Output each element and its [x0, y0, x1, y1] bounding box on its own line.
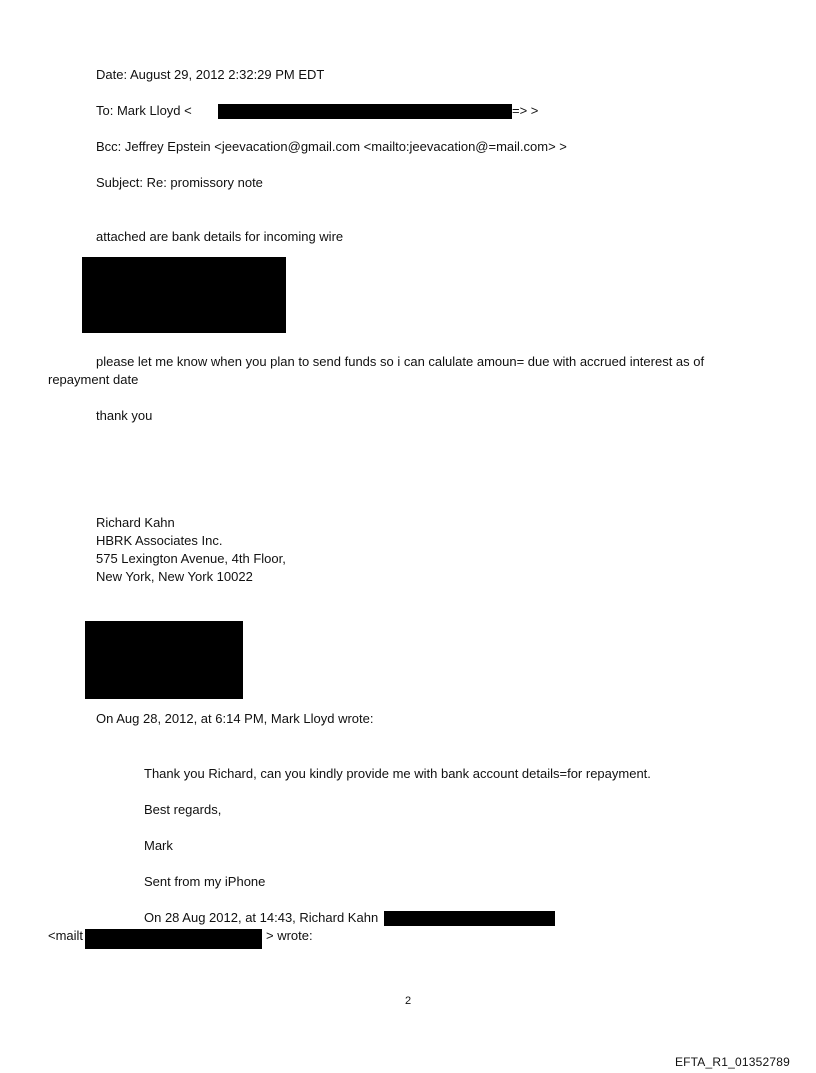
body-line-funds-cont: repayment date	[48, 372, 139, 387]
quoted-regards: Best regards,	[144, 802, 222, 817]
bcc-line: Bcc: Jeffrey Epstein <jeevacation@gmail.com <mailto:jeevacation@=mail.com> >	[96, 139, 567, 154]
to-line-prefix: To: Mark Lloyd <	[96, 103, 192, 118]
quoted-device: Sent from my iPhone	[144, 874, 266, 889]
redaction-nested-mailto	[85, 929, 262, 949]
signature-name: Richard Kahn	[96, 515, 175, 530]
quoted-attribution: On Aug 28, 2012, at 6:14 PM, Mark Lloyd wrote:	[96, 711, 374, 726]
nested-attribution: On 28 Aug 2012, at 14:43, Richard Kahn	[144, 910, 379, 925]
redaction-to-email	[218, 104, 512, 119]
to-line-suffix: => >	[512, 103, 539, 118]
redaction-bank-details	[82, 257, 286, 333]
quoted-sender: Mark	[144, 838, 173, 853]
signature-address-line1: 575 Lexington Avenue, 4th Floor,	[96, 551, 286, 566]
document-id: EFTA_R1_01352789	[674, 1055, 790, 1069]
signature-address-line2: New York, New York 10022	[96, 569, 253, 584]
nested-wrote: > wrote:	[266, 928, 313, 943]
subject-line: Subject: Re: promissory note	[96, 175, 263, 190]
body-line-attached: attached are bank details for incoming wire	[96, 229, 344, 244]
body-line-thanks: thank you	[96, 408, 153, 423]
quoted-body: Thank you Richard, can you kindly provide me with bank account details=for repayment.	[144, 766, 651, 781]
page-number: 2	[404, 995, 412, 1007]
body-line-funds: please let me know when you plan to send funds so i can calulate amoun= due with accrued interest as of	[96, 354, 705, 369]
signature-company: HBRK Associates Inc.	[96, 533, 223, 548]
redaction-signature-image	[85, 621, 243, 699]
date-line: Date: August 29, 2012 2:32:29 PM EDT	[96, 67, 325, 82]
redaction-nested-email	[384, 911, 555, 926]
nested-mailto-prefix: <mailt	[48, 928, 84, 943]
